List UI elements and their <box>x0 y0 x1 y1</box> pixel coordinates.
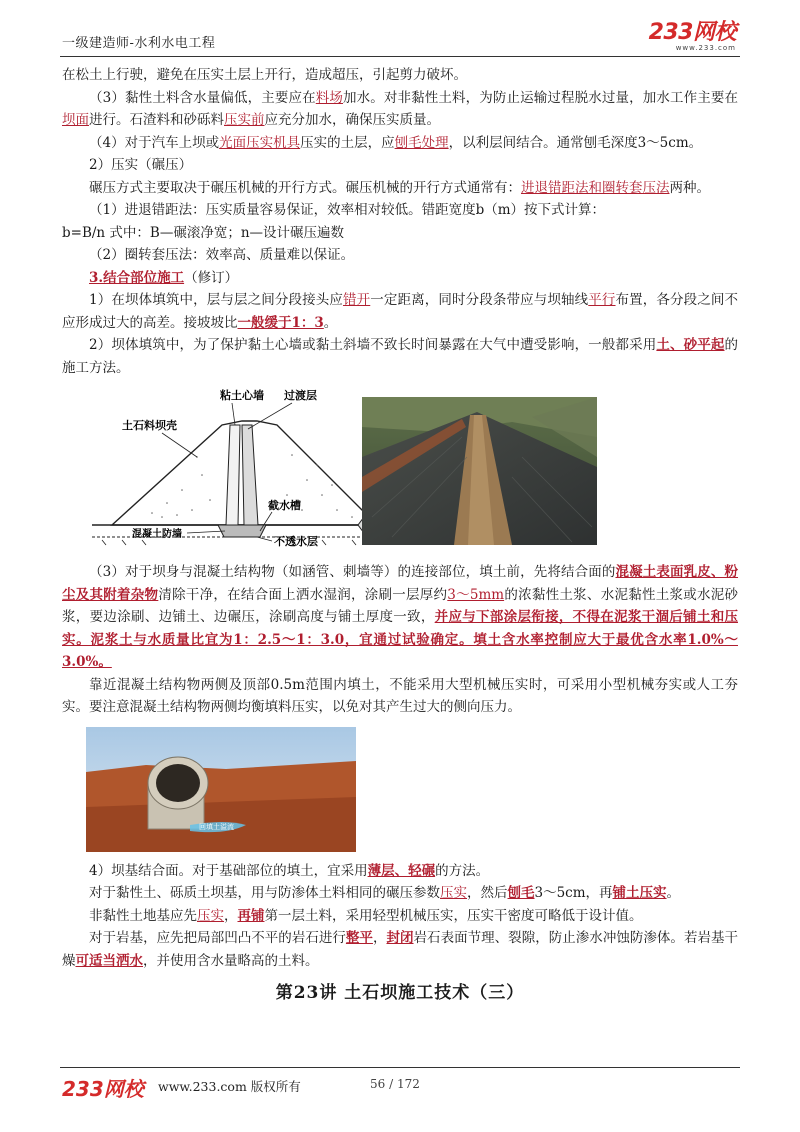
paragraph: 在松土上行驶，避免在压实土层上开行，造成超压，引起剪力破坏。 <box>62 67 467 83</box>
footer-copyright: www.233.com 版权所有 <box>158 1079 301 1094</box>
key-term: 刨毛处理 <box>394 134 449 151</box>
key-term: 再铺 <box>237 907 265 924</box>
paragraph: （1）进退错距法：压实质量容易保证，效率相对较低。错距宽度b（m）按下式计算： <box>89 202 606 218</box>
figure-row <box>62 385 738 555</box>
key-term: 光面压实机具 <box>219 134 301 151</box>
key-term: 土、砂平起 <box>656 337 725 353</box>
key-term: 并应与下部涂层衔接，不得在泥浆干涸后铺土和压实。泥浆土与水质量比宜为1：2.5～1：3.0，宜通过试验确定。填土含水率控制应大于最优含水率1.0%～3.0%。 <box>62 609 738 670</box>
key-term: 压实 <box>197 907 224 924</box>
diagram-label-core: 粘土心墙 <box>220 389 264 402</box>
logo-url: www.233.com <box>675 44 736 52</box>
page-content <box>62 64 738 1005</box>
section-heading: 3.结合部位施工（修订） <box>89 269 239 286</box>
paragraph: 对于岩基，应先把局部凹凸不平的岩石进行整平，封闭岩石表面节理、裂隙，防止渗水冲蚀防渗体。若岩基干燥可适当洒水，并使用含水量略高的土料。 <box>62 930 739 969</box>
key-term: 压实前 <box>224 112 265 128</box>
key-term: 进退错距法和圈转套压法 <box>521 179 670 196</box>
key-term: 可适当洒水 <box>75 952 143 969</box>
formula: b=B/n 式中：B—碾滚净宽；n—设计碾压遍数 <box>62 224 345 241</box>
key-term: 料场 <box>315 89 343 106</box>
key-term: 封闭 <box>386 930 414 946</box>
diagram-label-transition: 过渡层 <box>284 389 317 402</box>
key-term: 整平 <box>345 930 373 946</box>
paragraph: 碾压方式主要取决于碾压机械的开行方式。碾压机械的开行方式通常有：进退错距法和圈转套压法两种。 <box>89 179 710 196</box>
key-term: 压实 <box>440 885 467 901</box>
logo-text: 233网校 <box>648 20 736 45</box>
key-term: 3～5mm <box>447 586 505 603</box>
key-term: 坝面 <box>62 112 89 128</box>
paragraph: 1）在坝体填筑中，层与层之间分段接头应错开一定距离，同时分段条带应与坝轴线平行布置，各分段之间不应形成过大的高差。接坡坡比一般缓于1：3。 <box>62 292 739 331</box>
paragraph: 对于黏性土、砾质土坝基，用与防渗体土料相同的碾压参数压实，然后刨毛3～5cm，再铺土压实。 <box>89 885 681 901</box>
brand-logo <box>649 22 736 52</box>
dam-construction-photo <box>362 397 597 545</box>
footer-logo: 233网校 <box>62 1077 144 1101</box>
paragraph: 非黏性土地基应先压实，再铺第一层土料，采用轻型机械压实，压实干密度可略低于设计值。 <box>89 907 643 924</box>
diagram-label-cutoff: 截水槽 <box>268 499 301 512</box>
key-term: 混凝土表面乳皮、粉尘及其附着杂物 <box>62 564 739 603</box>
diagram-label-impervious: 不透水层 <box>274 535 318 548</box>
dam-cross-section-diagram <box>92 385 402 555</box>
key-term: 刨毛 <box>507 885 535 901</box>
paragraph: 2）压实（碾压） <box>89 157 193 173</box>
paragraph: （2）圈转套压法：效率高、质量难以保证。 <box>89 247 355 263</box>
paragraph: 4）坝基结合面。对于基础部位的填土，宜采用薄层、轻碾的方法。 <box>89 862 490 879</box>
key-term: 错开 <box>342 292 371 308</box>
photo-label: 回填土溢流 <box>199 822 234 831</box>
key-term: 平行 <box>588 292 616 308</box>
chapter-title: 第23讲 土石坝施工技术（三） <box>275 983 525 1003</box>
footer-divider <box>60 1067 740 1068</box>
diagram-label-shell: 土石料坝壳 <box>122 419 177 432</box>
header-divider <box>60 56 740 57</box>
paragraph: （4）对于汽车上坝或光面压实机具压实的土层，应刨毛处理，以利层间结合。通常刨毛深度3～5cm。 <box>89 134 703 151</box>
header-title: 一级建造师-水利水电工程 <box>62 36 216 51</box>
key-term: 一般缓于1：3 <box>237 314 324 331</box>
page-number: 56 / 172 <box>370 1077 420 1091</box>
key-term: 铺土压实 <box>612 885 667 901</box>
key-term: 薄层、轻碾 <box>367 862 436 879</box>
paragraph: 靠近混凝土结构物两侧及顶部0.5m范围内填土，不能采用大型机械压实时，可采用小型机械夯实或人工夯实。要注意混凝土结构物两侧均衡填料压实，以免对其产生过大的侧向压力。 <box>62 676 738 715</box>
paragraph: （3）对于坝身与混凝土结构物（如涵管、刺墙等）的连接部位，填土前，先将结合面的混凝土表面乳皮、粉尘及其附着杂物清除干净，在结合面上洒水湿润，涂刷一层厚约3～5mm的浓黏性土浆、水泥黏性土浆或水泥砂浆，要边涂刷、边铺土、边碾压，涂刷高度与铺土厚度一致，并应与下部涂层衔接，不得在泥浆干涸后铺土和压实。泥浆土与水质量比宜为1：2.5～1：3.0，宜通过试验确定。填土含水率控制应大于最优含水率1.0%～3.0%。 <box>62 564 739 670</box>
paragraph: （3）黏性土料含水量偏低，主要应在料场加水。对非黏性土料，为防止运输过程脱水过量，加水工作主要在坝面进行。石渣料和砂砾料压实前应充分加水，确保压实质量。 <box>62 89 739 128</box>
paragraph: 2）坝体填筑中，为了保护黏土心墙或黏土斜墙不致长时间暴露在大气中遭受影响，一般都采用土、砂平起的施工方法。 <box>62 337 739 376</box>
diagram-label-concrete: 混凝土防墙 <box>132 529 182 540</box>
culvert-photo <box>86 727 356 852</box>
